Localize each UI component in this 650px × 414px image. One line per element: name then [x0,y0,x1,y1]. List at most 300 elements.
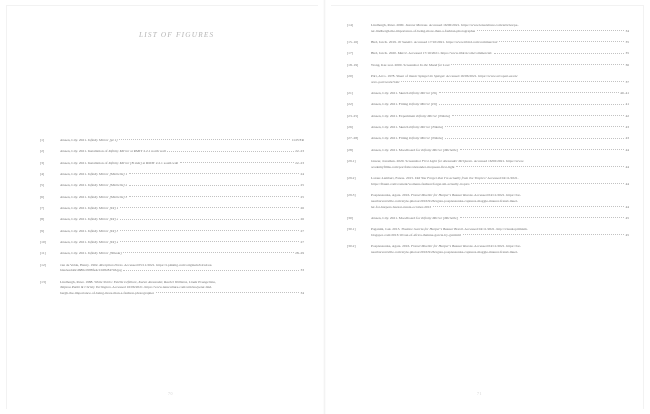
figure-page-number: 22–23 [295,160,304,165]
leader-dots [460,217,624,218]
figure-entry-body [371,91,629,97]
figure-entry-number: [8] [40,217,45,222]
figure-entry-continuation-line [60,291,304,297]
figure-entry-line [371,102,629,108]
figure-entry-text [371,182,470,188]
figure-entry-number: [6] [40,194,45,199]
figure-entry [347,74,629,85]
figure-page-number: 26 [300,217,304,222]
figure-entry-line [60,161,304,167]
figure-entry-line [371,216,629,222]
figure-entry-continuation-line [371,182,629,188]
figure-entry-text [60,240,118,246]
figure-page-number: 24 [300,171,304,176]
figure-text-italic-title: Infinity Mirror [Nikola] [409,125,444,130]
figure-entry [40,183,304,189]
figure-entry-number: [26] [347,125,353,130]
figure-list-right [347,23,629,261]
figure-page-number: 44 [625,181,629,186]
figure-entry-number: [13] [40,279,46,284]
figure-entry [40,138,304,144]
figure-text-tail: at RMIT 2.2.1 south wall [141,160,179,165]
figure-entry-number: [11] [40,251,46,256]
figure-text-italic-title: Infinity Mirror [Michelle] 1 [87,171,128,176]
figure-text-italic-title: Infinity Mirror [Di] [409,102,438,107]
figure-page-number: 36 [625,62,629,67]
figure-text-roman: ler-for-harpers-bazaar-russia-october-2016 [371,204,432,209]
figure-text-roman: Lindbergh, Peter. 2000. [371,23,406,27]
figure-entry-number: [10] [40,239,46,244]
figure-entry-body [60,195,304,201]
figure-entry-body [371,63,629,69]
figure-entry-body [371,159,629,170]
page-title: LIST OF FIGURES [139,31,215,39]
figure-entry [40,263,304,274]
figure-text-tail: at RMIT 2.2.1 north wall [129,149,166,154]
folio-left: 70 [168,391,173,396]
figure-entry-number: [30.2] [347,244,356,249]
figure-entry-text [60,149,166,155]
figure-text-italic-title: Infinity Mirror [Nikola] [416,113,451,118]
figure-entry-body [371,40,629,46]
figure-entry-body [60,251,304,257]
leader-dots [180,162,294,163]
figure-text-roman: Alssen, Lily. 2021. Sketch [371,125,410,130]
leader-dots [167,151,293,152]
figure-text-italic-title: Thainne Garcia for Harper's Bazaar Brasil [401,227,463,232]
leader-dots [129,196,299,197]
figure-entry [40,195,304,201]
figure-text-tail: . Accessed 04/11/2021. http://visualoptimism. [462,227,528,232]
figure-entry-number: [29.1] [347,159,356,164]
figure-page-number: 43 [625,136,629,141]
figure-entry-body [371,23,629,34]
figure-entry [347,63,629,69]
figure-entry-line [60,206,304,212]
figure-entry [40,206,304,212]
figure-entry-body [60,138,304,144]
figure-entry-text [371,125,443,131]
leader-dots [471,183,624,184]
leader-dots [445,138,624,139]
figure-entry-line [371,51,629,57]
figure-page-number: 43 [625,125,629,130]
figure-entry-body [371,193,629,210]
figure-page-number: 41 [625,102,629,107]
figure-entry-body [60,280,304,297]
figure-text-roman: https://flaunt.com/content/womens-fashion/forget-im-actually-tropics [371,181,470,186]
figure-text-tail: . Accessed 16/06/2021. https://www. [472,159,525,164]
leader-dots [439,92,619,93]
figure-entry-text [371,165,455,171]
figure-entry-line [60,251,304,257]
figure-entry-text [60,183,127,189]
leader-dots [460,149,624,150]
figure-entry-number: [7] [40,205,45,210]
leader-dots [120,241,299,242]
figure-page-number: 44 [625,164,629,169]
figure-text-roman: ter-lindbergh-the-importance-of-being-more-than-a-fashion-photographer [371,28,476,33]
figure-entry-text [371,91,437,97]
figure-text-roman: arvo-part/work/544/ [371,79,400,84]
figure-entry-line [60,172,304,178]
figure-page-number: 35 [625,51,629,56]
figure-text-roman: Bird, Ian K. 2019. [371,40,398,45]
figure-page-number: 37 [625,79,629,84]
figure-text-roman: Alssen, Lily. 2021. [60,138,88,142]
figure-text-roman: Alssen, Lily. 2021. Moodboard for [371,147,422,152]
leader-dots [120,230,299,231]
figure-entry-body [60,161,304,167]
figure-text-roman: Glazer, Jonathan. 2020. Screenshot [371,159,422,164]
figure-page-number: 34 [300,291,304,296]
figure-entry-line [371,63,629,69]
figure-entry [347,159,629,170]
figure-entry-continuation-line [371,250,629,256]
figure-entry-text [371,80,400,86]
figure-text-roman: Alssen, Lily. 2021. Sketch [371,91,410,96]
figure-entry-line [60,229,304,235]
figure-entry-line [371,148,629,154]
leader-dots [452,115,624,116]
figure-entry [347,227,629,238]
figure-entry-number: [17] [347,51,353,56]
figure-entry-body [371,102,629,108]
figure-entry [347,216,629,222]
figure-text-roman: Alssen, Lily. 2021. Fitting [371,136,410,141]
figure-entry-line [371,125,629,131]
figure-entry [347,51,629,57]
figure-entry [347,193,629,210]
figure-text-roman: van de Velde, Henry. 1902. [60,262,100,267]
figure-entry-body [60,172,304,178]
figure-text-tail: . Accessed 04/11/2021. https://lar- [472,193,521,198]
figure-entry-body [371,244,629,255]
figure-entry-body [371,227,629,238]
figure-entry-line [60,183,304,189]
figure-page-number: 22–23 [295,149,304,154]
figure-entry-body [60,240,304,246]
figure-text-roman: b4a2ead4dcd686cd588fe4c1028c84746.jpg [60,268,122,273]
figure-text-italic-title: Infinity Mirror [Di] 3 [87,228,119,233]
figure-text-roman: Alssen, Lily. 2021. [60,228,88,233]
figure-text-italic-title: Infinity Mirror [pt 1] [87,138,118,142]
figure-text-tail: . Accessed 16/06/2021. https://www.lensculture.com/articles/peter-lind- [110,285,213,290]
figure-entry-text [371,136,443,142]
figure-text-roman: Alssen, Lily. 2021. Installation of [60,149,109,154]
figure-entry-line [60,195,304,201]
figure-entry [40,280,304,297]
figure-entry-text [371,114,450,120]
figure-entry-text [60,251,122,257]
figure-text-roman: Alssen, Lily. 2021. [60,205,88,210]
figure-entry-line [371,136,629,142]
figure-text-italic-title: Infinity Mirror [Di] [409,91,438,96]
figure-entry [40,161,304,167]
figure-entry [347,91,629,97]
figure-entry-line [60,149,304,155]
figure-entry-text [60,195,127,201]
figure-text-tail: . Accessed 17/10/2021. https://www.itbird.com/commercial/ [406,51,493,56]
figure-entry [347,23,629,34]
figure-entry-number: [30.1] [347,227,356,232]
figure-entry [347,136,629,142]
figure-entry-body [371,114,629,120]
figure-text-roman: Alssen, Lily. 2021. Fitting [371,102,410,107]
figure-text-italic-title: First Light for Alexander McQueen [421,159,473,164]
figure-page-number: 45 [625,233,629,238]
figure-entry-text [371,148,458,154]
leader-dots [499,41,624,42]
figure-entry-number: [29.3] [347,193,356,198]
figure-entry-number: [23–25] [347,113,359,118]
figure-text-italic-title: Infinity Mirror [Di] 4 [87,239,119,244]
figure-text-roman: Alssen, Lily. 2021. [60,194,88,199]
figure-entry-body [371,74,629,85]
figure-entry-body [60,229,304,235]
figure-text-tail: . Accessed 16/06/2021. https://www.lensculture.com/articles/pe- [427,23,519,27]
figure-entry-continuation-line [60,268,304,274]
figure-text-roman: nearbarversville.com/style-photos/2016/9/26/agata-pospieszonka-captures-maggie-maurer-franzi-muel- [371,198,518,203]
leader-dots [123,270,299,271]
figure-entry-number: [22] [347,102,353,107]
figure-entry-continuation-line [371,165,629,171]
figure-entry [347,40,629,46]
figure-entry-text [60,206,118,212]
figure-text-roman: Wong, Kar-wai. 2000. Screenshot [371,62,420,67]
figure-text-tail: Accessed 04/11/2021. [486,176,519,181]
figure-text-italic-title: Jeanne Moreau [405,23,428,27]
figure-text-roman: Paganini, Gui. 2013. [371,227,402,232]
figure-text-roman: Pospieszonka, Agata. 2016. [371,244,411,249]
figure-page-number: COVER [291,138,304,142]
figure-text-italic-title: In the Mood for Love [419,62,450,67]
figure-text-roman: nearbarversville.com/style-photos/2016/9/26/agata-pospieszonka-captures-maggie-maurer-franzi-muel- [371,250,518,255]
figure-entry-continuation-line [371,80,629,86]
figure-entry-number: [20] [347,74,353,79]
figure-text-italic-title: Infinity Mirror [Di] 1 [87,205,119,210]
figure-entry-number: [3] [40,160,45,165]
figure-page-number: 28–29 [295,251,304,256]
figure-entry-number: [1] [40,138,45,142]
figure-text-tail: . Accessed 05/11/2021. https://i.pinimg.com/originals/b4/a2/ea/ [122,262,213,267]
figure-entry-body [60,206,304,212]
figure-entry-body [371,51,629,57]
figure-entry-text [371,250,518,256]
leader-dots [129,173,299,174]
figure-page-number: 25 [300,194,304,199]
figure-entry [40,217,304,223]
figure-entry [347,125,629,131]
figure-text-italic-title: Infinity Mirror [Michelle] 3 [87,194,128,199]
figure-entry-number: [29.2] [347,176,356,181]
figure-text-italic-title: Infinity Mirror [Nikola] [409,136,444,141]
leader-dots [451,64,624,65]
figure-entry-number: [9] [40,228,45,233]
figure-page-number: 34 [625,28,629,33]
figure-entry-text [60,217,118,223]
figure-entry-text [371,205,431,211]
leader-dots [123,252,293,253]
figure-entry [40,240,304,246]
figure-text-roman: bergh-the-importance-of-being-more-than-a-fashion-photographer [60,291,155,296]
leader-dots [401,81,624,82]
leader-dots [439,104,624,105]
figure-list-left [40,138,304,302]
figure-text-roman: academyfilms.com/portfolio/alexander-mcqueen-first-light [371,164,455,169]
figure-text-italic-title: White Shirts: Estélle Léfébure, Karen Alexander, Rachel Williams, Linda Evangelista, [94,279,216,284]
leader-dots [129,185,299,186]
figure-text-roman: Pospieszonka, Agata. 2016. [371,193,411,198]
figure-text-roman: Alssen, Lily. 2021. Installation of [60,160,109,165]
figure-entry [347,176,629,187]
figure-text-roman: Bird, Ian K. 2020. [371,51,398,56]
figure-entry-number: [18–19] [347,62,359,67]
leader-dots [456,166,624,167]
leader-dots [445,126,624,127]
figure-text-roman: Alssen, Lily. 2021. [60,239,88,244]
figure-entry-body [60,183,304,189]
figure-entry-number: [15–16] [347,40,359,45]
leader-dots [156,292,299,293]
figure-entry-number: [27–28] [347,136,359,141]
page-edge-top-right [331,5,644,6]
figure-text-roman: Alssen, Lily. 2021. [60,183,88,188]
figure-page-number: 35 [625,40,629,45]
folio-right: 71 [477,391,482,396]
figure-entry [40,251,304,257]
figure-entry-text [60,229,118,235]
figure-entry-text [371,40,498,46]
figure-entry-text [371,216,458,222]
figure-entry-text [60,172,127,178]
figure-entry-number: [5] [40,183,45,188]
figure-entry-number: [2] [40,149,45,154]
figure-entry-number: [28] [347,147,353,152]
figure-entry-text [371,51,492,57]
figure-entry-line [371,40,629,46]
leader-dots [463,234,624,235]
figure-entry-line [371,91,629,97]
figure-text-italic-title: Franzi Mueller for Harper's Bazaar Russia [411,244,473,249]
figure-text-italic-title: Tatjana Patitz & Christy Turlington [60,285,111,290]
figure-entry-number: [12] [40,262,46,267]
figure-entry-line [60,240,304,246]
figure-entry [40,149,304,155]
figure-text-italic-title: Did You Forget that I'm actually from the Tropics? [414,176,487,181]
leader-dots [120,207,299,208]
figure-entry-line [60,138,304,144]
figure-text-roman: Alssen, Lily. 2021. Moodboard for [371,216,422,220]
page-edge-top-left [6,5,318,6]
figure-text-italic-title: Reception Dress [99,262,123,267]
page-edge-side-right [643,5,644,409]
figure-text-tail: . Accessed 04/11/2021. https://lar- [472,244,521,249]
figure-entry-body [371,176,629,187]
figure-entry [347,114,629,120]
figure-text-roman: blogspot.com/2013/10/out-of-africa-thainne-garcia-by-gui.html [371,233,462,238]
page-right [325,0,650,414]
leader-dots [119,139,290,140]
figure-text-italic-title: Infinity Mirror [B side] [108,160,142,165]
figure-entry-text [60,161,178,167]
figure-entry-body [60,149,304,155]
figure-text-roman: Alssen, Lily. 2021. [60,171,88,176]
figure-text-roman: Alssen, Lily. 2021. [60,217,88,222]
figure-page-number: 45 [625,216,629,220]
figure-entry-continuation-line [371,233,629,239]
figure-page-number: 42 [625,113,629,118]
figure-text-roman: Latour-Lambert, Fanou. 2015. [371,176,415,181]
figure-entry-body [371,216,629,222]
figure-entry-body [371,125,629,131]
figure-page-number: 27 [300,228,304,233]
figure-entry [347,148,629,154]
figure-text-roman: Alssen, Lily. 2021. [60,251,88,256]
leader-dots [120,219,299,220]
figure-entry-text [371,102,437,108]
figure-text-roman: Alssen, Lily. 2021. Experiment [371,113,417,118]
leader-dots [477,30,624,31]
figure-page-number: 44 [625,147,629,152]
figure-text-italic-title: Infinity Mirror [Michelle] [421,147,459,152]
figure-entry-continuation-line [371,205,629,211]
figure-text-italic-title: Infinity Mirror [Michelle] [421,216,459,220]
figure-page-number: 26 [300,205,304,210]
figure-entry-number: [14] [347,23,353,27]
figure-text-italic-title: Marcé [397,51,407,56]
figure-text-italic-title: Jil Sander [397,40,413,45]
figure-text-roman: Pärt, Arvo. 1978. Sheet of music [371,74,419,79]
figure-text-italic-title: Infinity Mirror [Nikola] [87,251,122,256]
figure-entry-text [60,291,154,297]
figure-entry-text [60,268,122,274]
figure-text-tail: . Accessed 17/10/2021. https://www.itbird.com/commercial/ [412,40,498,45]
figure-page-number: 44 [625,204,629,209]
figure-page-number: 27 [300,239,304,244]
figure-text-italic-title: Franzi Mueller for Harper's Bazaar Russia [411,193,473,198]
figure-entry-text [371,29,475,35]
figure-entry-body [371,136,629,142]
figure-page-number: 40–41 [620,91,629,96]
figure-entry-number: [21] [347,91,353,96]
figure-page-number: 33 [300,268,304,273]
figure-text-italic-title: Spiegel im Spiegel [418,74,445,79]
leader-dots [494,53,624,54]
figure-entry-text [60,138,118,144]
leader-dots [433,206,624,207]
figure-entry [347,244,629,255]
figure-entry-continuation-line [371,29,629,35]
figure-entry-line [371,114,629,120]
figure-entry-text [371,233,461,239]
figure-entry [40,172,304,178]
figure-text-italic-title: Infinity Mirror [Di] 2 [87,217,119,222]
figure-entry [40,229,304,235]
figure-page-number: 25 [300,183,304,188]
figure-entry-body [60,263,304,274]
figure-entry-text [371,63,450,69]
figure-entry-number: [30] [347,216,353,220]
figure-text-roman: Lindbergh, Peter. 1988. [60,279,95,284]
figure-text-tail: . Accessed 16/06/2021. https://www.arvopart.ee/en/ [444,74,518,79]
figure-entry-number: [4] [40,171,45,176]
figure-text-italic-title: Infinity Mirror [Michelle] 2 [87,183,128,188]
figure-entry-body [371,148,629,154]
page-edge-side-left [6,5,7,409]
figure-entry-body [60,217,304,223]
figure-entry [347,102,629,108]
